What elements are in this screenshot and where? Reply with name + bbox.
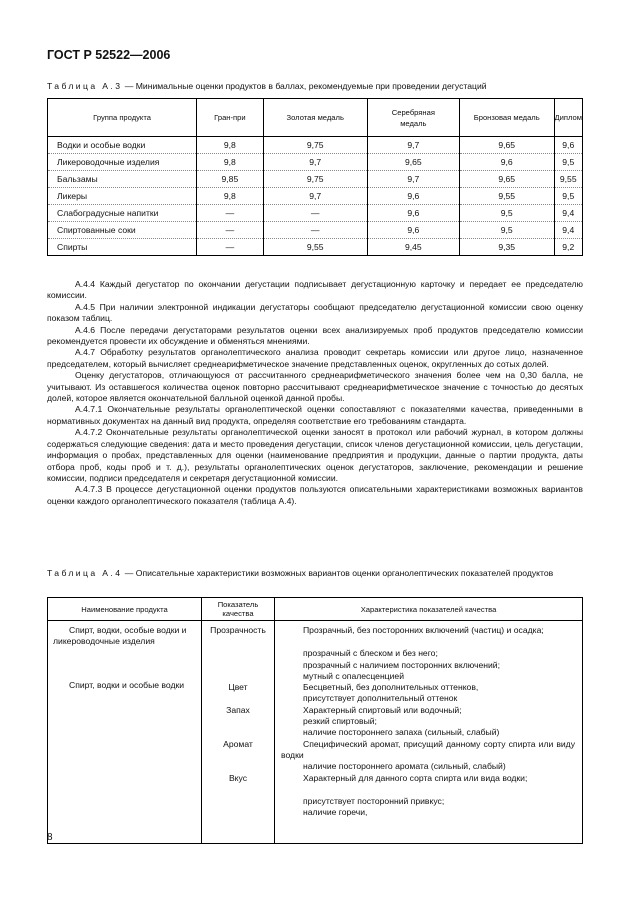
table-row — [48, 621, 583, 844]
col-header: Наименование продукта — [48, 598, 202, 621]
indicator: Запах — [226, 705, 250, 715]
col-header: Золотая медаль — [263, 99, 367, 137]
cell: 9,6 — [367, 205, 459, 222]
page-number: 8 — [47, 832, 53, 843]
product-name: Спирт, водки, особые водки и ликероводочные изделия — [53, 625, 187, 646]
body-text — [47, 279, 583, 507]
characteristics-column — [275, 621, 583, 844]
characteristic: Бесцветный, без дополнительных оттенков, — [303, 682, 479, 692]
cell: 9,75 — [263, 171, 367, 188]
cell: 9,5 — [554, 188, 582, 205]
table-a4-label: Таблица А.4 — [47, 568, 123, 578]
cell: — — [197, 222, 264, 239]
characteristic: присутствует дополнительный оттенок — [303, 693, 458, 703]
product-column — [48, 621, 202, 844]
cell: 9,55 — [554, 171, 582, 188]
cell: Спиртованные соки — [48, 222, 197, 239]
cell: 9,7 — [367, 171, 459, 188]
cell: Слабоградусные напитки — [48, 205, 197, 222]
cell: 9,55 — [263, 239, 367, 256]
cell: 9,35 — [459, 239, 554, 256]
characteristic: прозрачный с блеском и без него; — [303, 648, 438, 658]
cell: 9,4 — [554, 205, 582, 222]
cell: Ликероводочные изделия — [48, 154, 197, 171]
cell: 9,2 — [554, 239, 582, 256]
indicator: Вкус — [228, 773, 248, 783]
cell: 9,45 — [367, 239, 459, 256]
paragraph: Оценку дегустаторов, отличающуюся от рассчитанного среднеарифметического значения более чем на 0,30 балла, не учитывают. Из оставшегося количества оценок повторно рассчитывают среднеарифметическое значение с точностью до десятых долей, которое является окончательной балльной оценкой данной пробы. — [47, 370, 583, 404]
table-row — [48, 222, 583, 239]
cell: 9,5 — [554, 154, 582, 171]
table-row — [48, 205, 583, 222]
characteristic: Характерный для данного сорта спирта или вида водки; — [303, 773, 528, 783]
product-name: Спирт, водки и особые водки — [69, 680, 185, 690]
paragraph: А.4.5 При наличии электронной индикации дегустаторы сообщают председателю дегустационной комиссии свою оценку показом таблиц. — [47, 301, 583, 324]
cell: Спирты — [48, 239, 197, 256]
table-row — [48, 188, 583, 205]
characteristic: прозрачный с наличием посторонних включений; — [303, 660, 500, 670]
characteristic: присутствует посторонний привкус; — [303, 796, 445, 806]
table-row — [48, 154, 583, 171]
indicator: Цвет — [228, 682, 248, 692]
characteristic: мутный с опалесценцией — [303, 671, 404, 681]
table-row — [48, 137, 583, 154]
table-row — [48, 171, 583, 188]
cell: 9,8 — [197, 154, 264, 171]
cell: Водки и особые водки — [48, 137, 197, 154]
table-a4 — [47, 597, 583, 844]
table-a4-title: — Описательные характеристики возможных вариантов оценки органолептических показателей продуктов — [122, 568, 554, 578]
cell: — — [197, 205, 264, 222]
table-a3-caption — [47, 80, 583, 92]
characteristic: наличие горечи, — [303, 807, 368, 817]
cell: 9,6 — [367, 222, 459, 239]
table-row — [48, 239, 583, 256]
cell: 9,65 — [459, 137, 554, 154]
characteristic: Специфический аромат, присущий данному сорту спирта или виду водки — [281, 739, 575, 760]
characteristic: наличие постороннего запаха (сильный, слабый) — [303, 727, 500, 737]
cell: 9,6 — [367, 188, 459, 205]
cell: 9,5 — [459, 205, 554, 222]
paragraph: А.4.4 Каждый дегустатор по окончании дегустации подписывает дегустационную карточку и передает ее председателю комиссии. — [47, 279, 583, 301]
characteristic: Прозрачный, без посторонних включений (частиц) и осадка; — [303, 625, 544, 635]
indicator: Прозрачность — [210, 625, 266, 635]
table-a4-caption — [47, 567, 583, 579]
cell: 9,65 — [459, 171, 554, 188]
paragraph: А.4.7.3 В процессе дегустационной оценки продуктов пользуются описательными характеристиками возможных вариантов оценки каждого органолептического показателя (таблица А.4). — [47, 484, 583, 506]
cell: 9,8 — [197, 137, 264, 154]
cell: 9,75 — [263, 137, 367, 154]
cell: 9,7 — [263, 154, 367, 171]
paragraph: А.4.7 Обработку результатов органолептического анализа проводит секретарь комиссии или другое лицо, назначенное председателем, который вычисляет среднеарифметическое значение представленных оценок, округленных до сотых долей. — [47, 347, 583, 369]
cell: 9,6 — [554, 137, 582, 154]
table-a3-title: — Минимальные оценки продуктов в баллах, рекомендуемые при проведении дегустаций — [122, 81, 487, 91]
characteristic: резкий спиртовый; — [303, 716, 377, 726]
characteristic: Характерный спиртовый или водочный; — [303, 705, 462, 715]
table-a3-label: Таблица А.3 — [47, 81, 123, 91]
paragraph: А.4.7.1 Окончательные результаты органолептической оценки сопоставляют с показателями качества, приведенными в нормативных документах на данный вид продукта, определяя соответствие его требованиям стандарта. — [47, 404, 583, 426]
cell: 9,65 — [367, 154, 459, 171]
cell: Ликеры — [48, 188, 197, 205]
cell: 9,4 — [554, 222, 582, 239]
table-header-row — [48, 99, 583, 137]
col-header: Характеристика показателей качества — [275, 598, 583, 621]
cell: — — [263, 222, 367, 239]
cell: — — [197, 239, 264, 256]
cell: 9,7 — [367, 137, 459, 154]
characteristic: наличие постороннего аромата (сильный, слабый) — [303, 761, 506, 771]
cell: Бальзамы — [48, 171, 197, 188]
document-header: ГОСТ Р 52522—2006 — [47, 48, 171, 62]
cell: 9,7 — [263, 188, 367, 205]
col-header: Группа продукта — [48, 99, 197, 137]
paragraph: А.4.6 После передачи дегустаторами результатов оценки всех анализируемых проб продуктов председателю комиссии рекомендуется провести их обсуждение и обменяться мнениями. — [47, 324, 583, 347]
cell: 9,8 — [197, 188, 264, 205]
cell: 9,85 — [197, 171, 264, 188]
cell: 9,6 — [459, 154, 554, 171]
col-header: Диплом — [554, 99, 582, 137]
cell: 9,5 — [459, 222, 554, 239]
table-header-row — [48, 598, 583, 621]
col-header: Показатель качества — [202, 598, 275, 621]
paragraph: А.4.7.2 Окончательные результаты органолептической оценки заносят в протокол или рабочий журнал, в котором должны содержаться следующие сведения: дата и место проведения дегустации, список членов дегустационной комиссии, цель дегустации, информация о пробах, представленных для оценки (наименование предприятия и продукции, данные о партии продукта, даты отбора проб, коды проб и т. д.), результаты органолептических оценок дегустаторов, заключение, рекомендации и решение комиссии, подписи председателя и секретаря дегустационной комиссии. — [47, 427, 583, 483]
indicator-column — [202, 621, 275, 844]
cell: — — [263, 205, 367, 222]
col-header: Бронзовая медаль — [459, 99, 554, 137]
col-header: Серебряная медаль — [367, 99, 459, 137]
table-a3 — [47, 98, 583, 256]
col-header: Гран-при — [197, 99, 264, 137]
indicator: Аромат — [223, 739, 253, 749]
cell: 9,55 — [459, 188, 554, 205]
